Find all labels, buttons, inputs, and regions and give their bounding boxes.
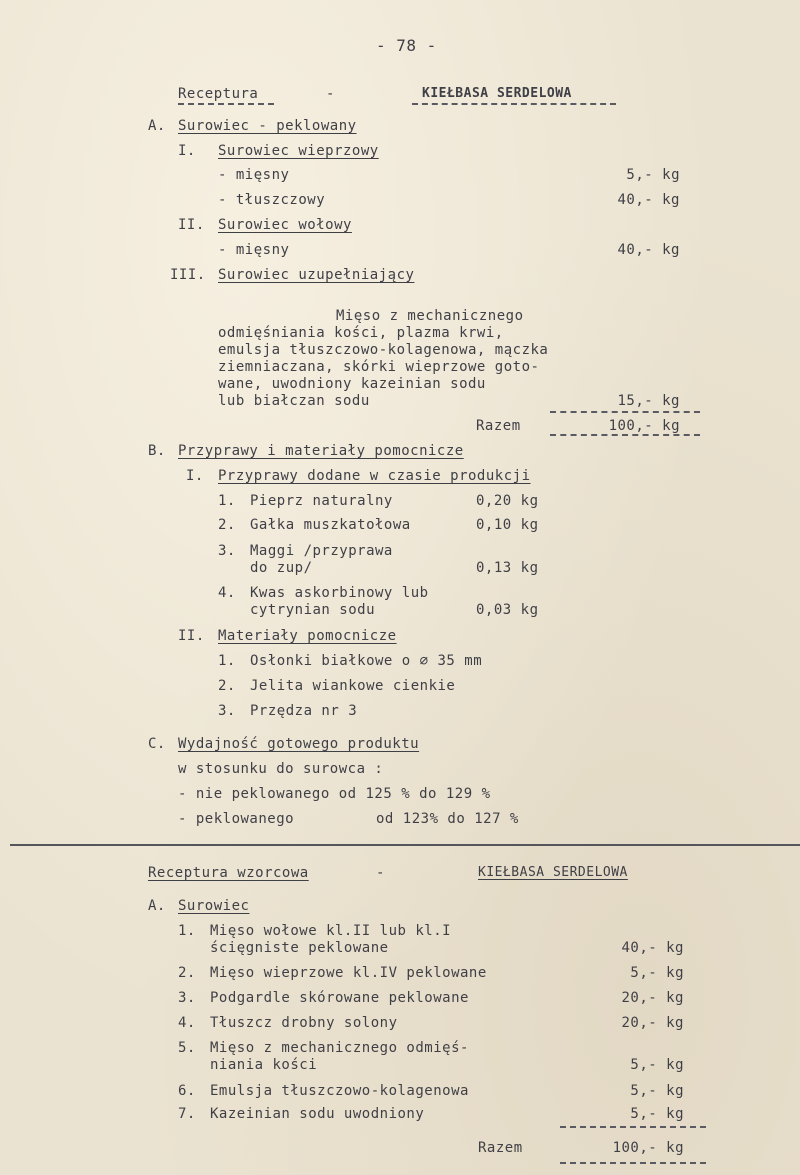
section-a-letter: A. (148, 118, 166, 134)
yield-line: - peklowanego (178, 811, 295, 827)
spice-name: cytrynian sodu (250, 602, 376, 618)
ingredient-qty: 40,- kg (617, 192, 680, 208)
ingredient-qty: 20,- kg (621, 990, 684, 1006)
spice-name: do zup/ (250, 560, 313, 576)
material-name: Osłonki białkowe o ∅ 35 mm (250, 653, 483, 669)
total-qty: 100,- kg (612, 1140, 684, 1156)
section-b-letter: B. (148, 443, 166, 459)
ingredient-name: Mięso z mechanicznego odmięś- (210, 1040, 469, 1056)
group-num: III. (170, 267, 206, 283)
spice-qty: 0,20 kg (476, 493, 539, 509)
ingredient-name: - tłuszczowy (218, 192, 326, 208)
recipe-label: Receptura wzorcowa (148, 865, 309, 881)
group-num: II. (178, 628, 205, 644)
spice-name: Pieprz naturalny (250, 493, 393, 509)
material-num: 3. (218, 703, 236, 719)
group-title: Surowiec wołowy (218, 217, 352, 233)
ingredient-num: 1. (178, 923, 196, 939)
ingredient-name: ścięgniste peklowane (210, 940, 389, 956)
ingredient-qty: 40,- kg (621, 940, 684, 956)
desc-line: Mięso z mechanicznego (336, 308, 524, 324)
ingredient-name: - mięsny (218, 167, 290, 183)
spice-name: Kwas askorbinowy lub (250, 585, 429, 601)
section-a-letter: A. (148, 898, 166, 914)
spice-num: 4. (218, 585, 236, 601)
desc-line: emulsja tłuszczowo-kolagenowa, mączka (218, 342, 549, 358)
group-num: II. (178, 217, 205, 233)
spice-qty: 0,13 kg (476, 560, 539, 576)
total-label: Razem (478, 1140, 523, 1156)
section-a-title: Surowiec (178, 898, 250, 914)
spice-name: Gałka muszkatołowa (250, 517, 411, 533)
ingredient-name: - mięsny (218, 242, 290, 258)
section-c-title: Wydajność gotowego produktu (178, 736, 420, 752)
section-a-title: Surowiec - peklowany (178, 118, 357, 134)
recipe-dash: - (326, 86, 335, 102)
group-title: Materiały pomocnicze (218, 628, 397, 644)
yield-line: w stosunku do surowca : (178, 761, 384, 777)
total-qty: 100,- kg (608, 418, 680, 434)
group-title: Przyprawy dodane w czasie produkcji (218, 468, 531, 484)
ingredient-qty: 5,- kg (626, 167, 680, 183)
spice-num: 1. (218, 493, 236, 509)
ingredient-num: 5. (178, 1040, 196, 1056)
desc-line: lub białczan sodu (218, 393, 370, 409)
spice-qty: 0,10 kg (476, 517, 539, 533)
yield-line: - nie peklowanego od 125 % do 129 % (178, 786, 491, 802)
product-name: KIEŁBASA SERDELOWA (478, 865, 628, 880)
ingredient-num: 3. (178, 990, 196, 1006)
ingredient-qty: 5,- kg (630, 1083, 684, 1099)
desc-line: odmięśniania kości, plazma krwi, (218, 325, 504, 341)
material-name: Jelita wiankowe cienkie (250, 678, 456, 694)
spice-num: 2. (218, 517, 236, 533)
group-num: I. (178, 143, 196, 159)
group-title: Surowiec wieprzowy (218, 143, 379, 159)
ingredient-qty: 5,- kg (630, 965, 684, 981)
ingredient-num: 6. (178, 1083, 196, 1099)
ingredient-qty: 5,- kg (630, 1106, 684, 1122)
ingredient-qty: 40,- kg (617, 242, 680, 258)
ingredient-name: Tłuszcz drobny solony (210, 1015, 398, 1031)
product-name: KIEŁBASA SERDELOWA (422, 86, 572, 101)
spice-name: Maggi /przyprawa (250, 543, 393, 559)
group-title: Surowiec uzupełniający (218, 267, 415, 283)
ingredient-num: 7. (178, 1106, 196, 1122)
ingredient-name: Mięso wieprzowe kl.IV peklowane (210, 965, 487, 981)
ingredient-num: 4. (178, 1015, 196, 1031)
section-c-letter: C. (148, 736, 166, 752)
ingredient-num: 2. (178, 965, 196, 981)
recipe-dash: - (376, 865, 385, 881)
total-label: Razem (476, 418, 521, 434)
material-num: 1. (218, 653, 236, 669)
ingredient-name: Podgardle skórowane peklowane (210, 990, 469, 1006)
desc-line: ziemniaczana, skórki wieprzowe goto- (218, 359, 540, 375)
ingredient-qty: 20,- kg (621, 1015, 684, 1031)
material-name: Przędza nr 3 (250, 703, 358, 719)
spice-qty: 0,03 kg (476, 602, 539, 618)
section-divider (10, 844, 800, 846)
ingredient-qty: 15,- kg (617, 393, 680, 409)
ingredient-name: Kazeinian sodu uwodniony (210, 1106, 425, 1122)
ingredient-name: Emulsja tłuszczowo-kolagenowa (210, 1083, 469, 1099)
recipe-label: Receptura (178, 86, 259, 102)
section-b-title: Przyprawy i materiały pomocnicze (178, 443, 464, 459)
yield-line: od 123% do 127 % (376, 811, 519, 827)
desc-line: wane, uwodniony kazeinian sodu (218, 376, 486, 392)
ingredient-qty: 5,- kg (630, 1057, 684, 1073)
spice-num: 3. (218, 543, 236, 559)
material-num: 2. (218, 678, 236, 694)
page-number: - 78 - (376, 36, 437, 55)
ingredient-name: Mięso wołowe kl.II lub kl.I (210, 923, 452, 939)
ingredient-name: niania kości (210, 1057, 318, 1073)
group-num: I. (186, 468, 204, 484)
